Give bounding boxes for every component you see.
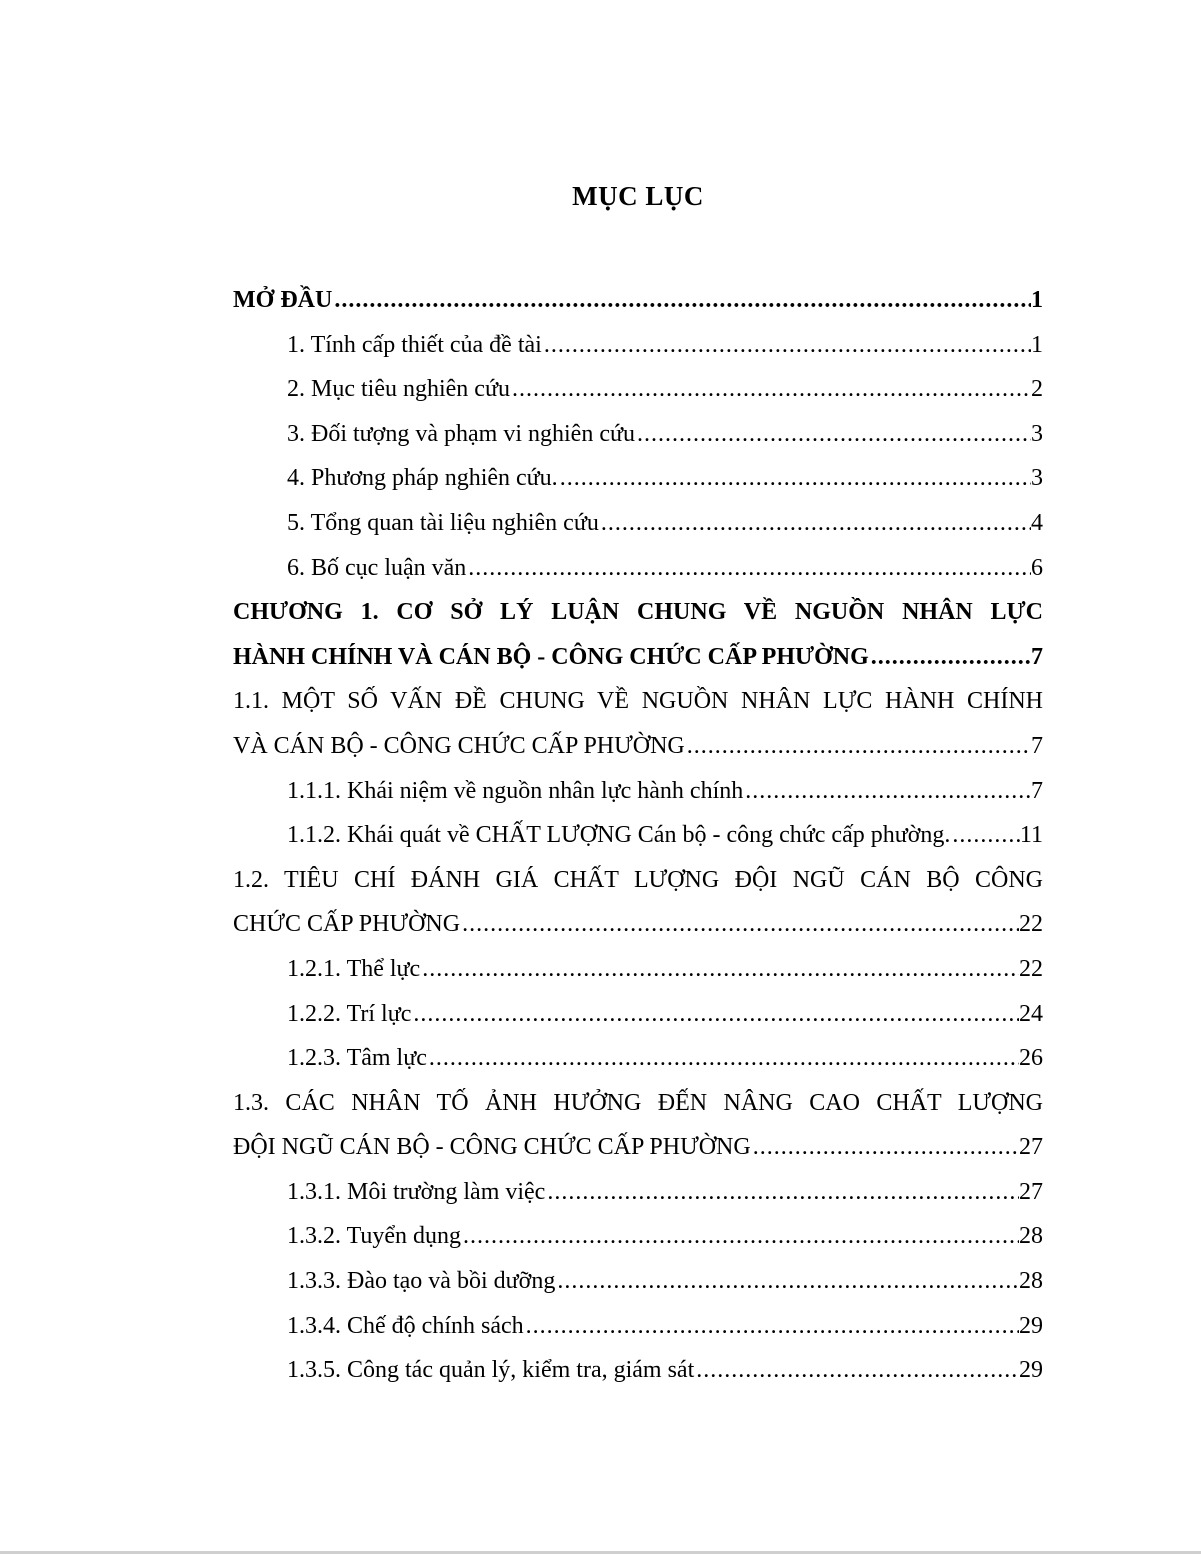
toc-subentry[interactable]	[233, 769, 1043, 814]
toc-entry-label: 1.2.2. Trí lực	[287, 1000, 412, 1027]
toc-entry-label: 3. Đối tượng và phạm vi nghiên cứu	[287, 420, 635, 447]
toc-heading-line[interactable]	[233, 590, 1043, 635]
toc-page-number: 27	[1019, 1178, 1043, 1205]
toc-entry-label: HÀNH CHÍNH VÀ CÁN BỘ - CÔNG CHỨC CẤP PHƯỜNG	[233, 643, 869, 670]
toc-subentry[interactable]	[233, 947, 1043, 992]
toc-page-number: 2	[1031, 376, 1043, 403]
toc-page-number: 7	[1031, 732, 1043, 759]
toc-subentry[interactable]	[233, 412, 1043, 457]
dot-leader	[635, 412, 1031, 457]
toc-entry-label: 5. Tổng quan tài liệu nghiên cứu	[287, 509, 599, 536]
toc-page-number: 28	[1019, 1268, 1043, 1295]
toc-row	[287, 947, 1043, 992]
toc-subentry[interactable]	[233, 1214, 1043, 1259]
toc-heading-text: CHƯƠNG 1. CƠ SỞ LÝ LUẬN CHUNG VỀ NGUỒN NHÂN LỰC	[233, 599, 1043, 626]
dot-leader	[542, 323, 1031, 368]
table-of-contents	[233, 278, 1043, 1393]
toc-subentry[interactable]	[233, 813, 1043, 858]
dot-leader	[466, 546, 1031, 591]
toc-page-number: 27	[1019, 1134, 1043, 1161]
toc-row	[287, 501, 1043, 546]
toc-row	[233, 635, 1043, 680]
toc-row	[287, 456, 1043, 501]
toc-heading-text: 1.2. TIÊU CHÍ ĐÁNH GIÁ CHẤT LƯỢNG ĐỘI NGŨ CÁN BỘ CÔNG	[233, 866, 1043, 893]
toc-row	[287, 1348, 1043, 1393]
toc-heading-text: 1.1. MỘT SỐ VẤN ĐỀ CHUNG VỀ NGUỒN NHÂN LỰC HÀNH CHÍNH	[233, 688, 1043, 715]
toc-entry[interactable]	[233, 278, 1043, 323]
dot-leader	[524, 1304, 1019, 1349]
toc-row	[287, 546, 1043, 591]
toc-page-number: 1	[1031, 331, 1043, 358]
toc-page-number: 11	[1019, 822, 1043, 849]
dot-leader	[427, 1036, 1019, 1081]
dot-leader	[869, 635, 1031, 680]
toc-subentry[interactable]	[233, 1348, 1043, 1393]
toc-entry-label: 1. Tính cấp thiết của đề tài	[287, 331, 542, 358]
toc-page-number: 24	[1019, 1000, 1043, 1027]
toc-page-number: 3	[1031, 420, 1043, 447]
toc-row	[287, 367, 1043, 412]
toc-subentry[interactable]	[233, 546, 1043, 591]
dot-leader	[558, 456, 1031, 501]
toc-subentry[interactable]	[233, 367, 1043, 412]
toc-page-number: 22	[1019, 955, 1043, 982]
toc-page-number: 26	[1019, 1045, 1043, 1072]
toc-page-number: 6	[1031, 554, 1043, 581]
toc-row	[233, 902, 1043, 947]
dot-leader	[411, 992, 1019, 1037]
toc-heading-line[interactable]	[233, 679, 1043, 724]
toc-row	[287, 1259, 1043, 1304]
toc-page-number: 4	[1031, 509, 1043, 536]
toc-entry[interactable]	[233, 902, 1043, 947]
dot-leader	[555, 1259, 1019, 1304]
toc-entry-label: MỞ ĐẦU	[233, 287, 333, 313]
toc-page-number: 7	[1031, 643, 1043, 670]
toc-subentry[interactable]	[233, 456, 1043, 501]
dot-leader	[743, 769, 1031, 814]
toc-row	[233, 724, 1043, 769]
dot-leader	[685, 724, 1031, 769]
toc-page-number: 28	[1019, 1223, 1043, 1250]
dot-leader	[460, 902, 1019, 947]
dot-leader	[420, 947, 1019, 992]
toc-heading-line[interactable]	[233, 858, 1043, 903]
toc-subentry[interactable]	[233, 323, 1043, 368]
toc-entry-label: 1.3.4. Chế độ chính sách	[287, 1312, 524, 1339]
toc-entry[interactable]	[233, 1125, 1043, 1170]
dot-leader	[599, 501, 1031, 546]
dot-leader	[694, 1348, 1019, 1393]
toc-entry-label: 1.3.5. Công tác quản lý, kiểm tra, giám sát	[287, 1357, 695, 1384]
toc-heading-line[interactable]	[233, 1081, 1043, 1126]
toc-entry-label: 1.3.1. Môi trường làm việc	[287, 1178, 546, 1205]
toc-row	[287, 412, 1043, 457]
toc-entry-label: 1.1.2. Khái quát về CHẤT LƯỢNG Cán bộ - công chức cấp phường.	[287, 822, 951, 849]
toc-page-number: 3	[1031, 465, 1043, 492]
dot-leader	[545, 1170, 1019, 1215]
toc-subentry[interactable]	[233, 992, 1043, 1037]
toc-entry-label: 2. Mục tiêu nghiên cứu	[287, 376, 510, 403]
toc-row	[287, 992, 1043, 1037]
toc-entry-label: 1.2.3. Tâm lực	[287, 1045, 427, 1072]
toc-entry-label: ĐỘI NGŨ CÁN BỘ - CÔNG CHỨC CẤP PHƯỜNG	[233, 1134, 751, 1161]
toc-row	[233, 1125, 1043, 1170]
toc-entry-label: 1.1.1. Khái niệm về nguồn nhân lực hành chính	[287, 777, 744, 804]
toc-heading-text: 1.3. CÁC NHÂN TỐ ẢNH HƯỞNG ĐẾN NÂNG CAO CHẤT LƯỢNG	[233, 1089, 1043, 1116]
toc-row	[287, 1304, 1043, 1349]
dot-leader	[751, 1125, 1019, 1170]
toc-row	[287, 1170, 1043, 1215]
toc-page-number: 22	[1019, 911, 1043, 938]
toc-page-number: 29	[1019, 1312, 1043, 1339]
toc-entry-label: VÀ CÁN BỘ - CÔNG CHỨC CẤP PHƯỜNG	[233, 732, 685, 759]
dot-leader	[461, 1214, 1019, 1259]
toc-row	[287, 813, 1043, 858]
toc-entry-label: 1.3.2. Tuyển dụng	[287, 1223, 462, 1250]
toc-row	[287, 323, 1043, 368]
toc-subentry[interactable]	[233, 1170, 1043, 1215]
toc-entry[interactable]	[233, 724, 1043, 769]
toc-page-number: 1	[1031, 287, 1043, 313]
toc-entry[interactable]	[233, 635, 1043, 680]
toc-entry-label: CHỨC CẤP PHƯỜNG	[233, 911, 461, 938]
toc-page-number: 7	[1031, 777, 1043, 804]
dot-leader	[950, 813, 1019, 858]
dot-leader	[510, 367, 1031, 412]
page-title: MỤC LỤC	[572, 181, 704, 211]
toc-entry-label: 1.3.3. Đào tạo và bồi dưỡng	[287, 1268, 556, 1295]
toc-row	[287, 769, 1043, 814]
toc-entry-label: 6. Bố cục luận văn	[287, 554, 467, 581]
dot-leader	[332, 278, 1031, 323]
toc-subentry[interactable]	[233, 1036, 1043, 1081]
toc-subentry[interactable]	[233, 1304, 1043, 1349]
toc-page-number: 29	[1019, 1357, 1043, 1384]
toc-entry-label: 1.2.1. Thể lực	[287, 955, 421, 982]
toc-subentry[interactable]	[233, 501, 1043, 546]
toc-entry-label: 4. Phương pháp nghiên cứu.	[287, 465, 558, 492]
toc-subentry[interactable]	[233, 1259, 1043, 1304]
toc-row	[287, 1214, 1043, 1259]
toc-row	[287, 1036, 1043, 1081]
toc-row	[233, 278, 1043, 323]
